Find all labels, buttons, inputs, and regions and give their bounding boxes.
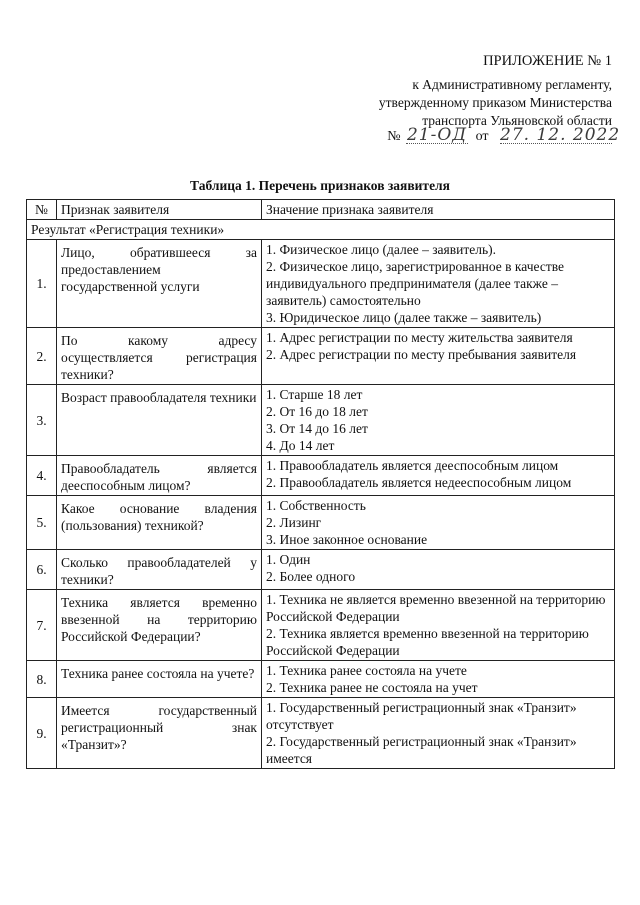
- row-criterion: Лицо, обратившееся за предоставлением государственной услуги: [61, 245, 257, 294]
- table-title: Таблица 1. Перечень признаков заявителя: [190, 178, 450, 193]
- row-value: 2. Физическое лицо, зарегистрированное в качестве индивидуального предпринимателя (далее также – заявитель) самостоятельно: [266, 259, 565, 308]
- column-header-criterion: Признак заявителя: [57, 200, 262, 220]
- table-row: [27, 550, 615, 590]
- row-value: 2. Лизинг: [266, 515, 322, 530]
- applicant-criteria-table: [26, 199, 615, 769]
- row-criterion-cell: [57, 240, 262, 328]
- row-number: 2.: [27, 328, 57, 385]
- row-criterion-cell: [57, 550, 262, 590]
- row-value: 3. Юридическое лицо (далее также – заявитель): [266, 310, 542, 325]
- appendix-title: ПРИЛОЖЕНИЕ № 1: [483, 53, 612, 69]
- row-number: 5.: [27, 496, 57, 550]
- row-criterion-cell: [57, 328, 262, 385]
- row-values-cell: [262, 550, 615, 590]
- row-criterion: Имеется государственный регистрационный знак «Транзит»?: [61, 703, 257, 752]
- row-values-cell: [262, 456, 615, 496]
- row-values-cell: [262, 328, 615, 385]
- row-value: 2. Государственный регистрационный знак «Транзит» имеется: [266, 734, 577, 766]
- table-header-row: [27, 200, 615, 220]
- row-value: 1. Техника ранее состояла на учете: [266, 663, 467, 678]
- row-value: 2. Правообладатель является недееспособным лицом: [266, 475, 572, 490]
- row-number: 8.: [27, 661, 57, 698]
- row-number: 1.: [27, 240, 57, 328]
- row-criterion-cell: [57, 456, 262, 496]
- row-values-cell: [262, 240, 615, 328]
- row-value: 1. Физическое лицо (далее – заявитель).: [266, 242, 497, 257]
- row-value: 1. Собственность: [266, 498, 366, 513]
- table-row: [27, 496, 615, 550]
- table-row: [27, 328, 615, 385]
- row-number: 4.: [27, 456, 57, 496]
- column-header-value: Значение признака заявителя: [262, 200, 615, 220]
- row-value: 3. От 14 до 16 лет: [266, 421, 368, 436]
- row-value: 2. Техника ранее не состояла на учет: [266, 680, 478, 695]
- row-number: 9.: [27, 698, 57, 769]
- row-value: 3. Иное законное основание: [266, 532, 428, 547]
- row-values-cell: [262, 496, 615, 550]
- appendix-line-1: к Административному регламенту,: [412, 77, 612, 92]
- row-criterion-cell: [57, 661, 262, 698]
- row-value: 1. Старше 18 лет: [266, 387, 363, 402]
- table-row: [27, 385, 615, 456]
- row-value: 1. Правообладатель является дееспособным лицом: [266, 458, 559, 473]
- row-criterion: По какому адресу осуществляется регистрация техники?: [61, 333, 257, 382]
- table-row: [27, 661, 615, 698]
- row-criterion: Какое основание владения (пользования) техникой?: [61, 501, 257, 533]
- row-number: 7.: [27, 590, 57, 661]
- row-number: 6.: [27, 550, 57, 590]
- table-row: [27, 456, 615, 496]
- row-values-cell: [262, 698, 615, 769]
- row-values-cell: [262, 385, 615, 456]
- row-value: 1. Один: [266, 552, 311, 567]
- row-criterion: Техника ранее состояла на учете?: [61, 666, 255, 681]
- order-number-handwritten: 21-ОД: [406, 125, 468, 145]
- order-date-handwritten: 27. 12. 2022: [500, 125, 621, 145]
- row-criterion: Возраст правообладателя техники: [61, 390, 257, 405]
- row-value: 2. Техника является временно ввезенной на территорию Российской Федерации: [266, 626, 589, 658]
- table-row: [27, 240, 615, 328]
- row-value: 2. Более одного: [266, 569, 356, 584]
- table-row: [27, 698, 615, 769]
- row-criterion-cell: [57, 590, 262, 661]
- order-number-prefix: №: [387, 129, 401, 144]
- row-value: 2. Адрес регистрации по месту пребывания заявителя: [266, 347, 577, 362]
- row-value: 1. Техника не является временно ввезенной на территорию Российской Федерации: [266, 592, 606, 624]
- order-date-prefix: от: [475, 129, 489, 144]
- row-value: 2. От 16 до 18 лет: [266, 404, 368, 419]
- section-row: [27, 220, 615, 240]
- row-criterion: Правообладатель является дееспособным лицом?: [61, 461, 257, 493]
- row-criterion-cell: [57, 496, 262, 550]
- row-criterion: Техника является временно ввезенной на территорию Российской Федерации?: [61, 595, 257, 644]
- row-criterion-cell: [57, 698, 262, 769]
- row-values-cell: [262, 590, 615, 661]
- table-row: [27, 590, 615, 661]
- appendix-line-3: транспорта Ульяновской области: [422, 113, 612, 128]
- row-value: 1. Адрес регистрации по месту жительства заявителя: [266, 330, 573, 345]
- row-value: 4. До 14 лет: [266, 438, 335, 453]
- column-header-number: №: [27, 200, 57, 220]
- row-values-cell: [262, 661, 615, 698]
- appendix-line-2: утвержденному приказом Министерства: [378, 95, 612, 110]
- row-number: 3.: [27, 385, 57, 456]
- appendix-subtitle: [379, 76, 612, 130]
- order-reference: [387, 125, 621, 147]
- row-criterion: Сколько правообладателей у техники?: [61, 555, 257, 587]
- row-value: 1. Государственный регистрационный знак «Транзит» отсутствует: [266, 700, 577, 732]
- row-criterion-cell: [57, 385, 262, 456]
- section-title: Результат «Регистрация техники»: [27, 220, 615, 240]
